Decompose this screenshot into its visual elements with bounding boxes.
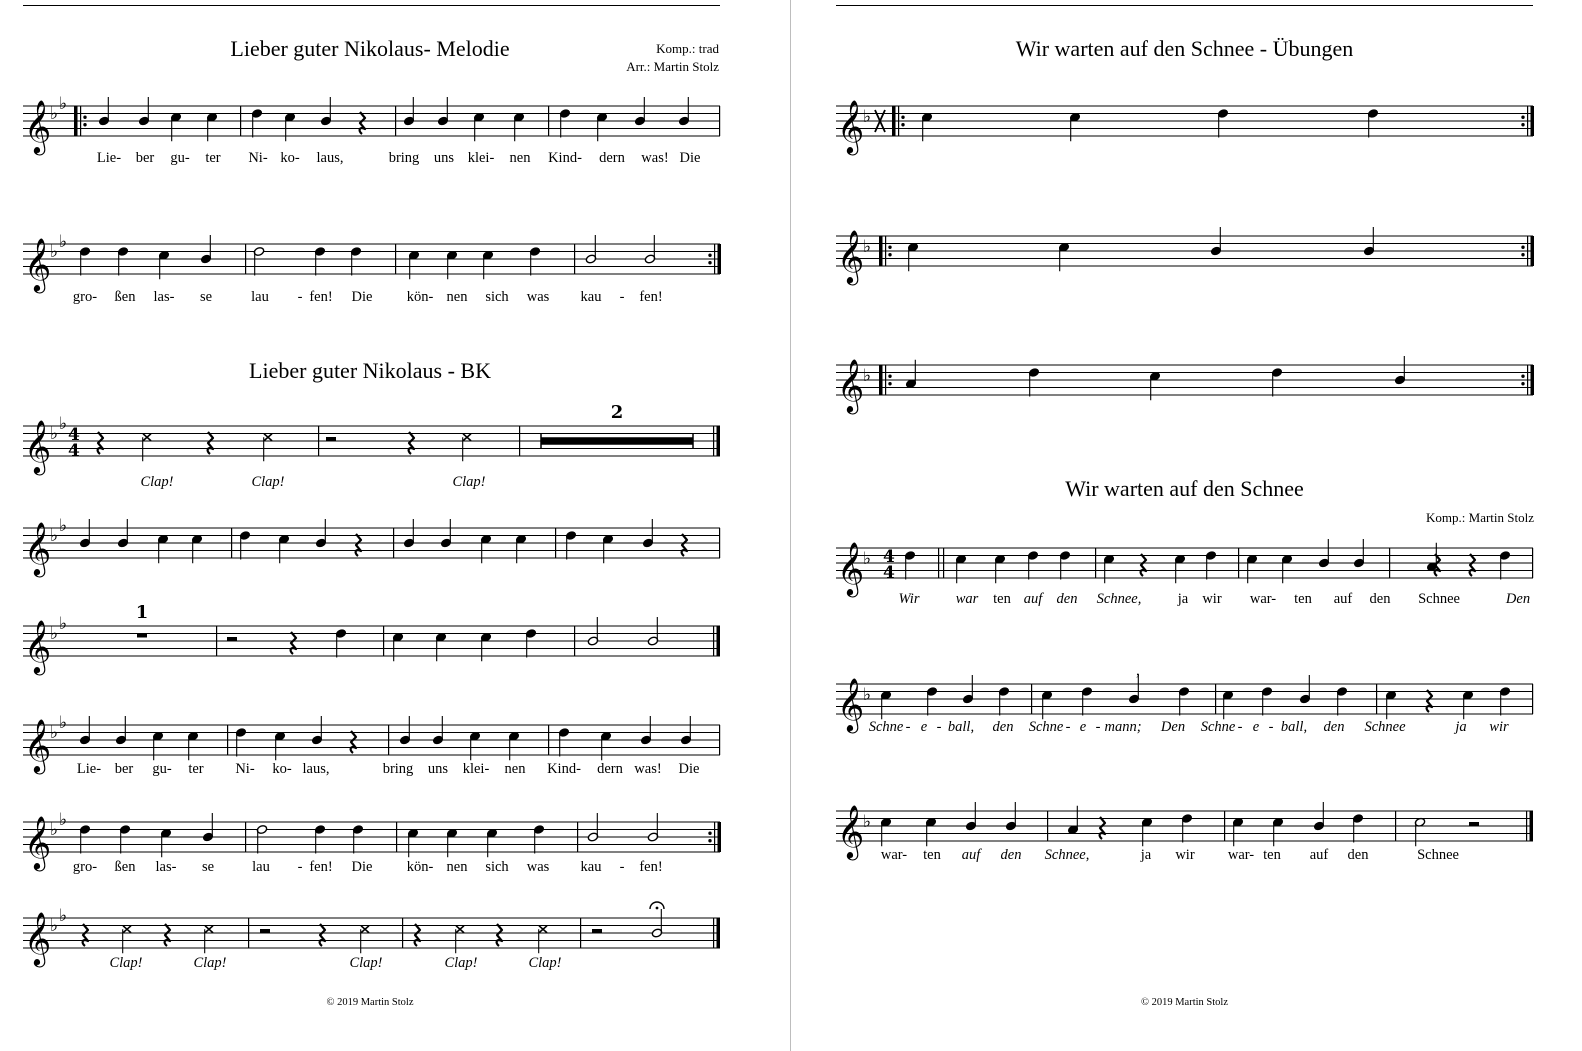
lyric-syllable: Die [679, 150, 701, 166]
lyric-syllable: se [201, 859, 215, 875]
treble-clef-icon: 𝄞 [837, 541, 865, 595]
lyric-syllable: klei- [462, 761, 490, 777]
quarter-rest-icon [1427, 690, 1432, 712]
flat-icon: ♭ [863, 237, 872, 257]
clap-label: Clap! [109, 955, 143, 971]
clap-label: Clap! [452, 474, 486, 490]
lyric-syllable: den [1000, 847, 1022, 863]
flat-icon: ♭ [863, 685, 872, 705]
final-thick-bar [1530, 811, 1534, 841]
lyric-syllable: den [992, 719, 1014, 735]
repeat-thick-bar [1531, 106, 1535, 136]
time-signature-bottom: 4 [883, 563, 895, 583]
measure-count: 2 [610, 402, 624, 423]
treble-clef-icon: 𝄞 [837, 804, 865, 858]
lyric-syllable: laus, [316, 150, 344, 166]
lyric-syllable: se [199, 289, 213, 305]
barline [719, 106, 720, 136]
time-signature-top: 4 [68, 425, 80, 445]
final-thin-bar [713, 626, 714, 656]
clap-label: Clap! [140, 474, 174, 490]
lyric-syllable: dern [599, 150, 625, 166]
repeat-thin-bar [1527, 236, 1528, 266]
repeat-thin-bar [885, 365, 886, 395]
repeat-dot [708, 261, 711, 264]
lyric-syllable: Die [351, 289, 373, 305]
quarter-rest-icon [682, 534, 687, 556]
lyric-syllable: - [619, 289, 625, 305]
repeat-dot [1521, 123, 1524, 126]
barline [383, 626, 384, 656]
lyric-syllable: Schnee [1417, 847, 1459, 863]
flat-icon: ♭ [50, 526, 59, 546]
barline [402, 918, 403, 948]
quarter-rest-icon [356, 534, 361, 556]
quarter-rest-icon [98, 432, 103, 454]
barline [388, 725, 389, 755]
repeat-thick-bar [74, 106, 78, 136]
repeat-thin-bar [714, 244, 715, 274]
barline [395, 244, 396, 274]
lyric-syllable: klei- [467, 150, 495, 166]
flat-icon: ♭ [59, 713, 68, 733]
repeat-dot [708, 254, 711, 257]
whole-rest-icon [137, 634, 147, 638]
quarter-rest-icon [360, 112, 365, 134]
lyric-syllable: Schne [1028, 719, 1064, 735]
lyric-syllable: Lie- [76, 761, 102, 777]
lyric-syllable: - [936, 719, 942, 735]
lyric-syllable: Schnee, [1044, 847, 1090, 863]
treble-clef-icon: 𝄞 [24, 911, 52, 965]
quarter-rest-icon [1470, 554, 1475, 576]
lyric-syllable: e [920, 719, 928, 735]
lyric-syllable: wir [1489, 719, 1509, 735]
barline [248, 918, 249, 948]
lyric-syllable: wir [1175, 847, 1195, 863]
lyric-syllable: ten [993, 591, 1011, 607]
lyric-syllable: Kind- [548, 150, 582, 166]
lyric-syllable: las- [155, 859, 177, 875]
flat-icon: ♭ [59, 614, 68, 634]
barline [318, 426, 319, 456]
treble-clef-icon: 𝄞 [837, 358, 865, 412]
song-title: Wir warten auf den Schnee [1065, 476, 1304, 501]
repeat-thick-bar [879, 236, 883, 266]
barline [1389, 548, 1390, 578]
lyric-syllable: bring [388, 150, 420, 166]
flat-icon: ♭ [50, 723, 59, 743]
flat-icon: ♭ [863, 549, 872, 569]
lyric-syllable: ko- [280, 150, 300, 166]
lyric-syllable: gro- [72, 289, 98, 305]
barline [396, 822, 397, 852]
lyric-syllable: fen! [309, 289, 333, 305]
lyric-syllable: - [297, 289, 303, 305]
clap-label: Clap! [528, 955, 562, 971]
repeat-dot [901, 123, 904, 126]
lyric-syllable: las- [153, 289, 175, 305]
flat-icon: ♭ [50, 624, 59, 644]
quarter-rest-icon [83, 924, 88, 946]
flat-icon: ♭ [59, 906, 68, 926]
flat-icon: ♭ [59, 516, 68, 536]
quarter-rest-icon [1100, 817, 1105, 839]
lyric-syllable: den [1323, 719, 1345, 735]
repeat-dot [1521, 116, 1524, 119]
flat-icon: ♭ [863, 107, 872, 127]
left-score [0, 0, 790, 1051]
barline [1047, 811, 1048, 841]
repeat-dot [708, 832, 711, 835]
barline [1215, 684, 1216, 714]
repeat-thick-bar [718, 822, 722, 852]
lyric-syllable: fen! [309, 859, 333, 875]
flat-icon: ♭ [59, 232, 68, 252]
flat-icon: ♭ [50, 916, 59, 936]
right-score [791, 0, 1582, 1051]
lyric-syllable: gu- [170, 150, 190, 166]
lyric-syllable: Kind- [547, 761, 581, 777]
lyric-syllable: - [1095, 719, 1101, 735]
quarter-rest-icon [320, 924, 325, 946]
lyric-syllable: ball, [947, 719, 975, 735]
final-thin-bar [1526, 811, 1527, 841]
treble-clef-icon: 𝄞 [24, 237, 52, 291]
lyric-syllable: Die [678, 761, 700, 777]
repeat-thin-bar [1527, 365, 1528, 395]
barline [227, 725, 228, 755]
half-rest-icon [1469, 822, 1479, 826]
flat-icon: ♭ [50, 424, 59, 444]
barline [574, 244, 575, 274]
lyric-syllable: lau [252, 859, 270, 875]
lyric-syllable: Die [351, 859, 373, 875]
lyric-syllable: ten [1263, 847, 1281, 863]
lyric-syllable: ter [188, 761, 204, 777]
barline [1224, 811, 1225, 841]
lyric-syllable: Lie- [96, 150, 122, 166]
right-page [791, 0, 1582, 1051]
lyric-syllable: mann; [1104, 719, 1142, 735]
lyric-syllable: - [1237, 719, 1243, 735]
repeat-dot [888, 246, 891, 249]
lyric-syllable: auf [1333, 591, 1353, 607]
repeat-dot [888, 253, 891, 256]
half-rest-icon [260, 929, 270, 933]
left-page [0, 0, 790, 1051]
lyric-syllable: ball, [1280, 719, 1308, 735]
repeat-dot [1521, 382, 1524, 385]
lyric-syllable: - [1268, 719, 1274, 735]
clap-label: Clap! [193, 955, 227, 971]
quarter-rest-icon [415, 924, 420, 946]
lyric-syllable: was [526, 859, 550, 875]
lyric-syllable: Ni- [248, 150, 268, 166]
barline [577, 822, 578, 852]
barline [393, 528, 394, 558]
lyric-syllable: gro- [72, 859, 98, 875]
barline [548, 106, 549, 136]
repeat-dot [1521, 253, 1524, 256]
lyric-syllable: nen [509, 150, 531, 166]
lyric-syllable: sich [485, 859, 509, 875]
barline [245, 244, 246, 274]
flat-icon: ♭ [59, 414, 68, 434]
lyric-syllable: auf [1309, 847, 1329, 863]
lyric-syllable: Schne [1200, 719, 1236, 735]
lyric-syllable: den [1347, 847, 1369, 863]
barline [719, 725, 720, 755]
treble-clef-icon: 𝄞 [24, 815, 52, 869]
repeat-dot [83, 123, 86, 126]
measure-count: 1 [135, 602, 149, 623]
barline [1376, 684, 1377, 714]
final-thin-bar [713, 918, 714, 948]
lyric-syllable: Den [1160, 719, 1186, 735]
lyric-syllable: den [1056, 591, 1078, 607]
clap-label: Clap! [444, 955, 478, 971]
lyric-syllable: lau [251, 289, 269, 305]
flat-icon: ♭ [50, 242, 59, 262]
final-thick-bar [717, 626, 721, 656]
lyric-syllable: Schnee [1364, 719, 1406, 735]
lyric-syllable: was! [634, 761, 662, 777]
lyric-syllable: war- [1249, 591, 1277, 607]
lyric-syllable: ja [1140, 847, 1152, 863]
lyric-syllable: kön- [406, 289, 434, 305]
lyric-syllable: Schnee [1418, 591, 1460, 607]
barline [395, 106, 396, 136]
lyric-syllable: e [1079, 719, 1087, 735]
lyric-syllable: uns [433, 150, 455, 166]
lyric-syllable: Den [1505, 591, 1531, 607]
repeat-dot [888, 382, 891, 385]
final-thin-bar [713, 426, 714, 456]
flat-icon: ♭ [50, 104, 59, 124]
treble-clef-icon: 𝄞 [24, 718, 52, 772]
repeat-dot [708, 839, 711, 842]
quarter-rest-icon [1435, 554, 1440, 576]
double-bar [938, 548, 939, 578]
repeat-thin-bar [898, 106, 899, 136]
treble-clef-icon: 𝄞 [837, 99, 865, 153]
barline [1395, 811, 1396, 841]
flat-icon: ♭ [863, 366, 872, 386]
repeat-thick-bar [892, 106, 896, 136]
lyric-syllable: auf [1023, 591, 1043, 607]
lyric-syllable: was! [641, 150, 669, 166]
lyric-syllable: ko- [272, 761, 292, 777]
treble-clef-icon: 𝄞 [837, 229, 865, 283]
lyric-syllable: den [1369, 591, 1391, 607]
lyric-syllable: kön- [406, 859, 434, 875]
barline [580, 918, 581, 948]
repeat-dot [888, 375, 891, 378]
repeat-thick-bar [879, 365, 883, 395]
half-rest-icon [326, 437, 336, 441]
barline [245, 822, 246, 852]
barline [719, 528, 720, 558]
repeat-dot [1521, 246, 1524, 249]
composer-credit: Komp.: Martin Stolz [1426, 510, 1534, 525]
barline [574, 626, 575, 656]
lyric-syllable: nen [504, 761, 526, 777]
lyric-syllable: - [905, 719, 911, 735]
lyric-syllable: dern [597, 761, 623, 777]
flat-icon: ♭ [863, 812, 872, 832]
repeat-thick-bar [1531, 365, 1535, 395]
quarter-rest-icon [165, 924, 170, 946]
barline [1532, 548, 1533, 578]
treble-clef-icon: 𝄞 [24, 619, 52, 673]
lyric-syllable: nen [446, 289, 468, 305]
barline [1532, 684, 1533, 714]
lyric-syllable: ter [205, 150, 221, 166]
barline [240, 106, 241, 136]
barline [231, 528, 232, 558]
lyric-syllable: nen [446, 859, 468, 875]
lyric-syllable: bring [382, 761, 414, 777]
barline [216, 626, 217, 656]
lyric-syllable: ten [923, 847, 941, 863]
lyric-syllable: war- [880, 847, 908, 863]
lyric-syllable: ten [1294, 591, 1312, 607]
lyric-syllable: - [619, 859, 625, 875]
quarter-rest-icon [291, 632, 296, 654]
bk-title: Lieber guter Nikolaus - BK [249, 358, 491, 383]
final-thick-bar [717, 426, 721, 456]
lyric-syllable: e [1252, 719, 1260, 735]
lyric-syllable: ßen [114, 289, 136, 305]
clap-label: Clap! [251, 474, 285, 490]
barline [548, 725, 549, 755]
lyric-syllable: gu- [152, 761, 172, 777]
lyric-syllable: kau [580, 289, 602, 305]
lyric-syllable: fen! [639, 289, 663, 305]
quarter-rest-icon [497, 924, 502, 946]
lyric-syllable: was [526, 289, 550, 305]
lyric-syllable: ßen [114, 859, 136, 875]
melody-title: Lieber guter Nikolaus- Melodie [230, 36, 510, 61]
time-signature-top: 4 [883, 547, 895, 567]
treble-clef-icon: 𝄞 [24, 99, 52, 153]
half-rest-icon [592, 929, 602, 933]
barline [555, 528, 556, 558]
lyric-syllable: Schne [868, 719, 904, 735]
lyric-syllable: laus, [302, 761, 330, 777]
lyric-syllable: Ni- [235, 761, 255, 777]
fermata-dot [656, 907, 659, 910]
barline [1238, 548, 1239, 578]
flat-icon: ♭ [59, 810, 68, 830]
lyric-syllable: ja [1455, 719, 1467, 735]
lyric-syllable: fen! [639, 859, 663, 875]
repeat-thin-bar [714, 822, 715, 852]
clap-label: Clap! [349, 955, 383, 971]
barline [519, 426, 520, 456]
lyric-syllable: war [955, 591, 979, 607]
barline [1095, 548, 1096, 578]
quarter-rest-icon [208, 432, 213, 454]
lyric-syllable: - [297, 859, 303, 875]
lyric-syllable: ber [135, 150, 155, 166]
lyric-syllable: Wir [898, 591, 920, 607]
quarter-rest-icon [1141, 554, 1146, 576]
lyric-syllable: war- [1227, 847, 1255, 863]
repeat-dot [901, 116, 904, 119]
treble-clef-icon: 𝄞 [837, 677, 865, 731]
treble-clef-icon: 𝄞 [24, 419, 52, 473]
exercises-title: Wir warten auf den Schnee - Übungen [1015, 36, 1354, 61]
lyric-syllable: auf [961, 847, 981, 863]
barline [1031, 684, 1032, 714]
copyright-footer: © 2019 Martin Stolz [1140, 997, 1228, 1008]
copyright-footer: © 2019 Martin Stolz [326, 997, 414, 1008]
lyric-syllable: Schnee, [1096, 591, 1142, 607]
quarter-rest-icon [409, 432, 414, 454]
treble-clef-icon: 𝄞 [24, 521, 52, 575]
final-thick-bar [717, 918, 721, 948]
repeat-thin-bar [80, 106, 81, 136]
lyric-syllable: wir [1202, 591, 1222, 607]
repeat-thin-bar [885, 236, 886, 266]
lyric-syllable: uns [427, 761, 449, 777]
repeat-dot [83, 116, 86, 119]
double-bar [943, 548, 944, 578]
breath-mark-icon: , [1136, 662, 1140, 679]
flat-icon: ♭ [50, 820, 59, 840]
lyric-syllable: ja [1177, 591, 1189, 607]
lyric-syllable: - [1065, 719, 1071, 735]
lyric-syllable: ber [114, 761, 134, 777]
lyric-syllable: kau [580, 859, 602, 875]
lyric-syllable: sich [485, 289, 509, 305]
repeat-thick-bar [1531, 236, 1535, 266]
repeat-dot [1521, 375, 1524, 378]
time-signature-bottom: 4 [68, 441, 80, 461]
flat-icon: ♭ [59, 94, 68, 114]
repeat-thick-bar [718, 244, 722, 274]
quarter-rest-icon [351, 731, 356, 753]
repeat-thin-bar [1527, 106, 1528, 136]
arranger-credit: Arr.: Martin Stolz [626, 59, 719, 74]
half-rest-icon [227, 637, 237, 641]
composer-credit: Komp.: trad [656, 41, 719, 56]
multi-measure-rest [541, 437, 693, 445]
